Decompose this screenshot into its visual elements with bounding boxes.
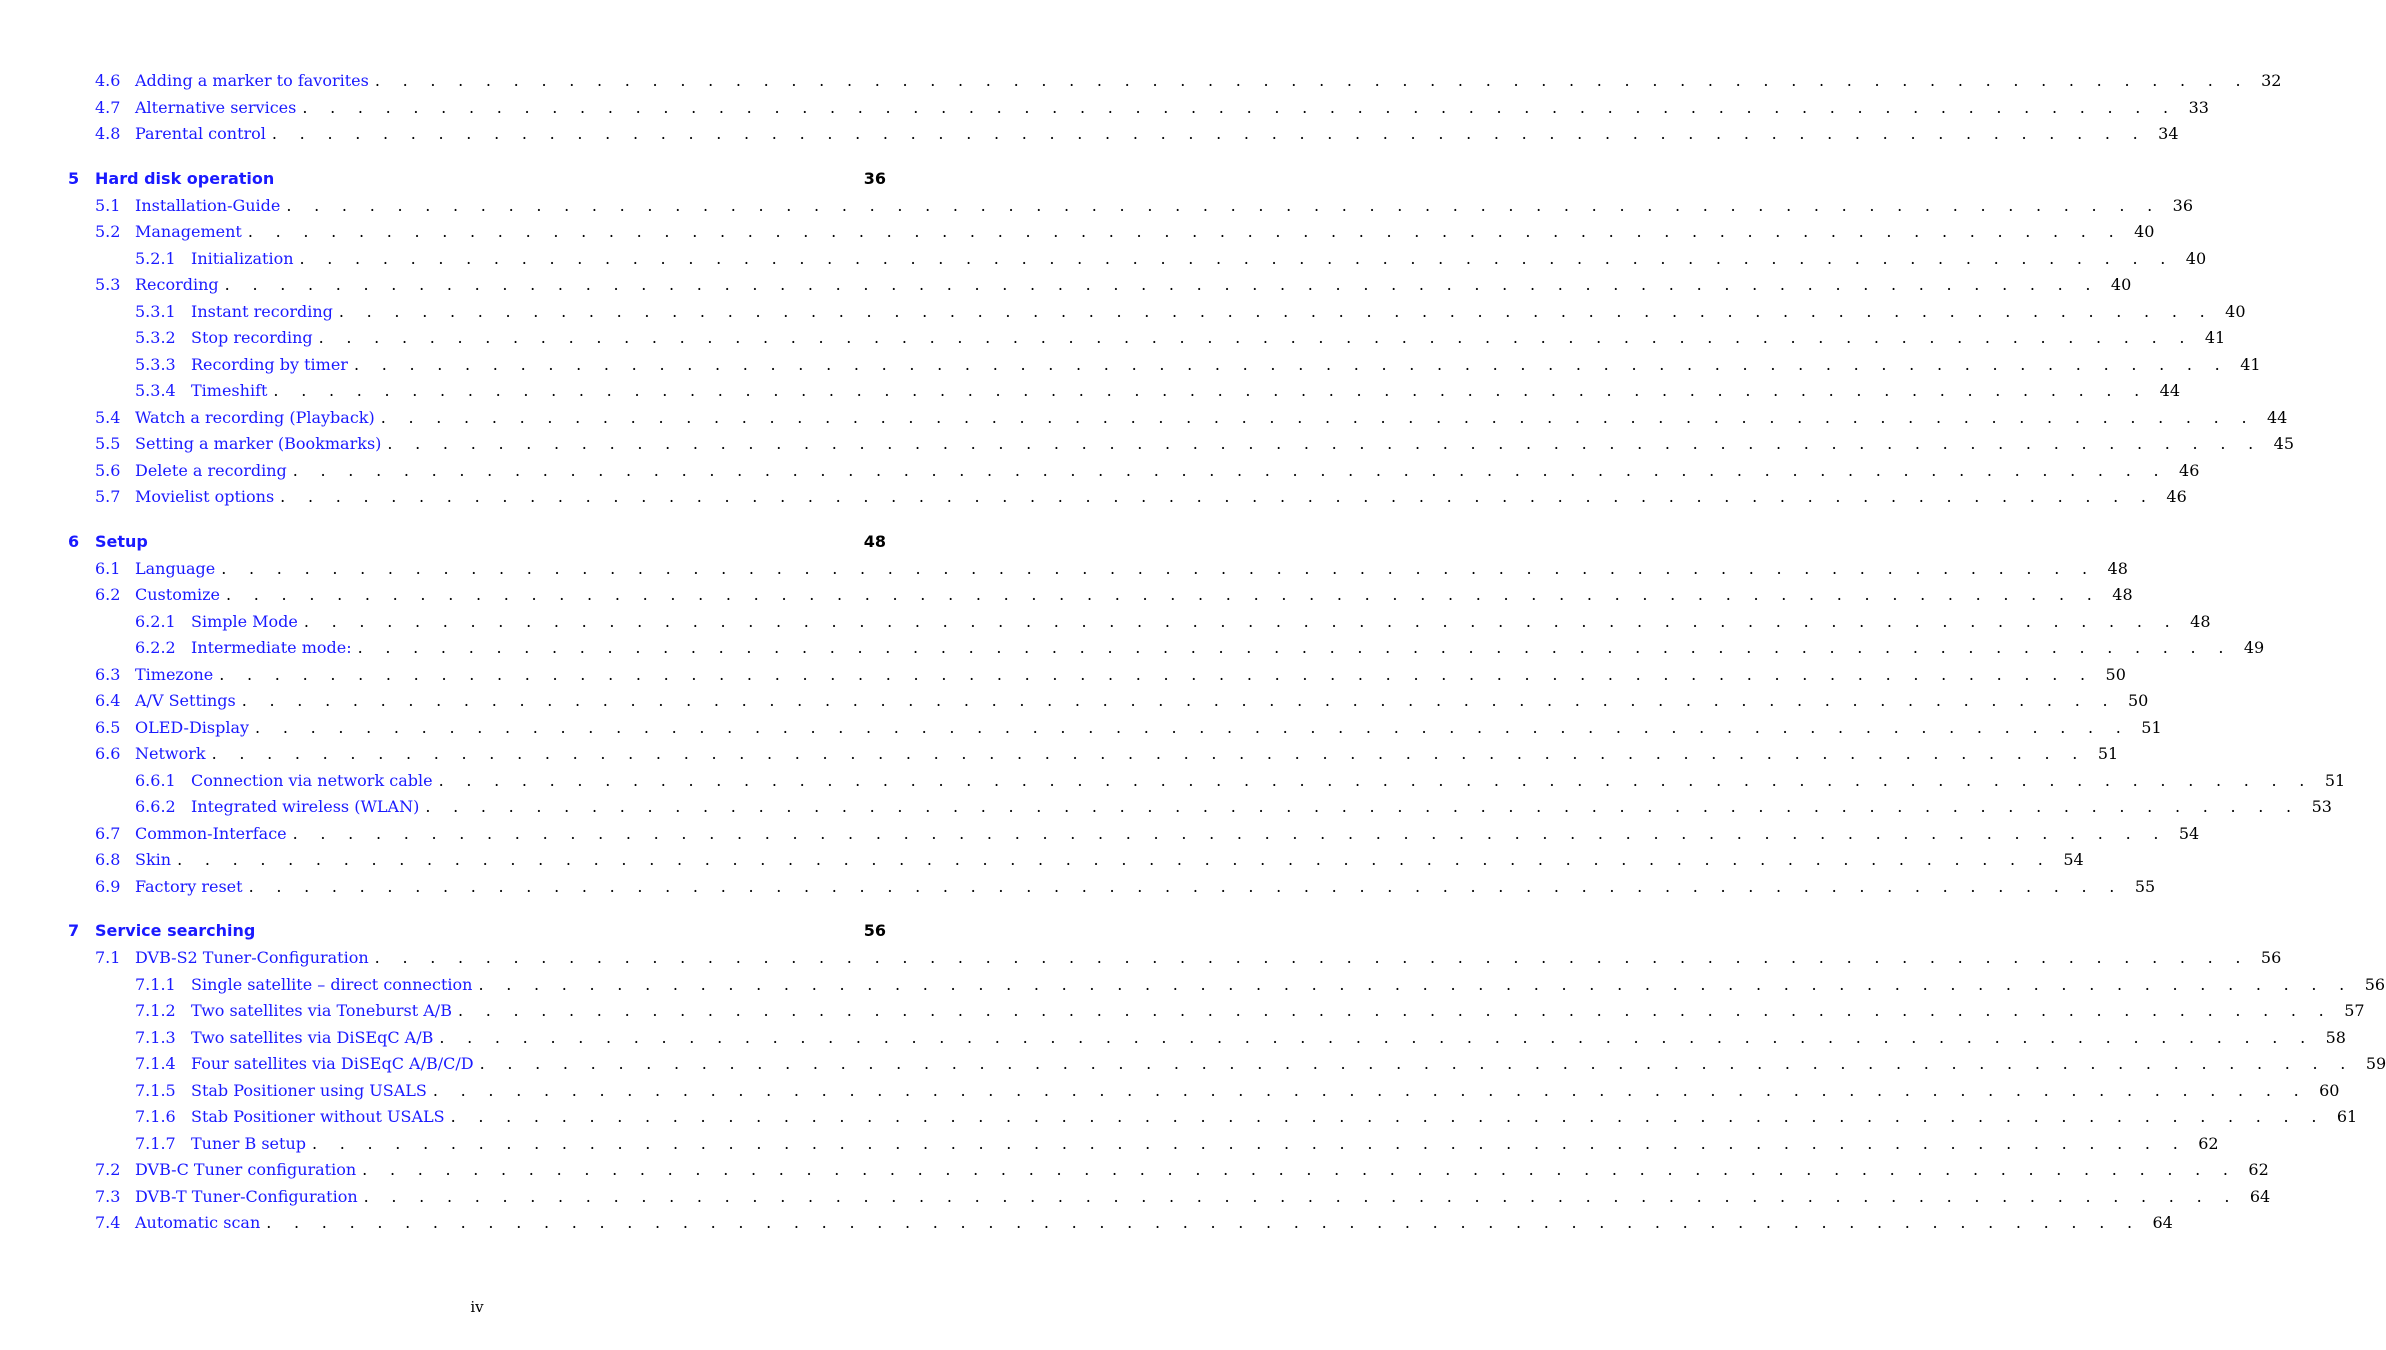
toc-entry-7.1.7[interactable] [0, 1131, 2219, 1158]
toc-entry-title[interactable]: Stab Positioner using USALS [191, 1080, 427, 1100]
toc-entry-page: 56 [2260, 948, 2282, 967]
toc-entry-title[interactable]: Watch a recording (Playback) [135, 407, 375, 427]
toc-entry-page: 54 [2063, 850, 2084, 869]
toc-entry-number: 7.1 [95, 948, 121, 967]
toc-entry-number: 5.4 [95, 407, 121, 427]
toc-entry-page: 41 [2240, 354, 2261, 374]
toc-entry-6.3[interactable] [0, 662, 2126, 689]
toc-entry-page: 34 [2158, 124, 2179, 143]
toc-entry-7.3[interactable] [0, 1184, 2271, 1211]
toc-entry-6.9[interactable] [0, 874, 2156, 901]
toc-entry-title[interactable]: Stab Positioner without USALS [191, 1107, 445, 1126]
toc-leader-dots: . . . . . . . . . . . . . . . . . . . . . . . . . . . . . . . . . . . . . . . . . . . . . . . . . . . . . . . . . . . . . . . . . . . . [439, 1027, 2314, 1047]
toc-entry-number: 5.3.1 [135, 301, 176, 321]
toc-leader-dots: . . . . . . . . . . . . . . . . . . . . . . . . . . . . . . . . . . . . . . . . . . . . . . . . . . . . . . . . . . . . . . . . . . . . [432, 1080, 2308, 1100]
toc-entry-number: 6.6.2 [135, 797, 176, 816]
toc-entry-title[interactable]: Automatic scan [135, 1213, 261, 1232]
page-number: iv [470, 1298, 484, 1316]
toc-entry-number: 7.2 [95, 1160, 121, 1179]
toc-leader-dots: . . . . . . . . . . . . . . . . . . . . . . . . . . . . . . . . . . . . . . . . . . . . . . . . . . . . . . . . . . . . . . . . . . . . [362, 1160, 2237, 1179]
toc-entry-page: 40 [2185, 248, 2207, 268]
toc-entry-title[interactable]: Recording [135, 275, 219, 294]
toc-chapter-title[interactable]: Hard disk operation [95, 168, 275, 188]
toc-entry-title[interactable]: Stop recording [191, 328, 313, 347]
toc-entry-page: 41 [2204, 328, 2226, 347]
toc-entry-page: 54 [2178, 823, 2200, 843]
toc-entry-page: 57 [2344, 1001, 2365, 1020]
toc-entry-5.1[interactable] [0, 193, 2193, 220]
toc-entry-page: 62 [2248, 1160, 2269, 1179]
toc-entry-page: 60 [2319, 1080, 2340, 1100]
toc-entry-7.1.6[interactable] [0, 1104, 2358, 1131]
toc-entry-page: 64 [2152, 1213, 2173, 1232]
toc-entry-4.6[interactable] [0, 68, 2282, 95]
toc-entry-number: 5.2.1 [135, 248, 176, 268]
toc-entry-number: 6.6 [95, 744, 121, 763]
toc-entry-number: 7.1.1 [135, 974, 176, 994]
toc-entry-5.2.1[interactable] [0, 246, 2207, 273]
toc-entry-page: 36 [2172, 195, 2193, 215]
toc-leader-dots: . . . . . . . . . . . . . . . . . . . . . . . . . . . . . . . . . . . . . . . . . . . . . . . . . . . . . . . . . . . . . . . . . . . . [478, 974, 2354, 994]
toc-entry-page: 62 [2198, 1133, 2219, 1153]
toc-entry-title[interactable]: OLED-Display [135, 717, 250, 737]
toc-entry-number: 7.1.6 [135, 1107, 176, 1126]
toc-entry-7.1[interactable] [0, 945, 2282, 972]
toc-entry-title[interactable]: Management [135, 222, 242, 241]
toc-entry-title[interactable]: DVB-C Tuner configuration [135, 1160, 357, 1179]
toc-entry-number: 6.7 [95, 823, 121, 843]
toc-entry-page: 40 [2225, 301, 2246, 321]
toc-entry-page: 48 [2107, 558, 2128, 578]
toc-leader-dots: . . . . . . . . . . . . . . . . . . . . . . . . . . . . . . . . . . . . . . . . . . . . . . . . . . . . . . . . . . . . . . . . . . . . [438, 770, 2314, 790]
toc-entry-7.4[interactable] [0, 1210, 2173, 1237]
toc-entry-page: 32 [2261, 71, 2282, 90]
toc-entry-page: 48 [2190, 611, 2211, 631]
toc-entry-6.8[interactable] [0, 847, 2084, 874]
toc-entry-number: 5.3 [95, 275, 121, 294]
toc-entry-title[interactable]: Initialization [191, 248, 294, 268]
toc-leader-dots: . . . . . . . . . . . . . . . . . . . . . . . . . . . . . . . . . . . . . . . . . . . . . . . . . . . . . . . . . . . . . . . . . . . . [271, 124, 2147, 143]
toc-leader-dots: . . . . . . . . . . . . . . . . . . . . . . . . . . . . . . . . . . . . . . . . . . . . . . . . . . . . . . . . . . . . . . . . . . . . [292, 823, 2168, 843]
toc-entry-title[interactable]: Language [135, 558, 216, 578]
toc-chapter-5[interactable] [0, 165, 954, 193]
toc-entry-page: 61 [2336, 1107, 2358, 1126]
toc-leader-dots: . . . . . . . . . . . . . . . . . . . . . . . . . . . . . . . . . . . . . . . . . . . . . . . . . . . . . . . . . . . . . . . . . . . . [353, 354, 2229, 374]
toc-entry-page: 33 [2188, 97, 2209, 117]
toc-entry-4.7[interactable] [0, 95, 2209, 122]
toc-entry-6.1[interactable] [0, 556, 2128, 583]
toc-entry-5.3.1[interactable] [0, 299, 2246, 326]
toc-entry-6.2.2[interactable] [0, 635, 2265, 662]
toc-entry-page: 51 [2141, 717, 2162, 737]
toc-entry-5.3.3[interactable] [0, 352, 2261, 379]
toc-entry-number: 5.7 [95, 487, 121, 506]
toc-entry-5.3.4[interactable] [0, 378, 2181, 405]
toc-leader-dots: . . . . . . . . . . . . . . . . . . . . . . . . . . . . . . . . . . . . . . . . . . . . . . . . . . . . . . . . . . . . . . . . . . . . [255, 717, 2130, 737]
toc-chapter-number: 7 [68, 921, 80, 940]
toc-entry-page: 46 [2179, 460, 2200, 480]
toc-entry-title[interactable]: A/V Settings [135, 691, 236, 710]
toc-leader-dots: . . . . . . . . . . . . . . . . . . . . . . . . . . . . . . . . . . . . . . . . . . . . . . . . . . . . . . . . . . . . . . . . . . . . [303, 611, 2179, 631]
toc-entry-page: 55 [2134, 876, 2156, 896]
toc-leader-dots: . . . . . . . . . . . . . . . . . . . . . . . . . . . . . . . . . . . . . . . . . . . . . . . . . . . . . . . . . . . . . . . . . . . . [224, 275, 2100, 294]
toc-entry-title[interactable]: Alternative services [135, 97, 297, 117]
toc-entry-number: 5.3.3 [135, 354, 176, 374]
toc-leader-dots: . . . . . . . . . . . . . . . . . . . . . . . . . . . . . . . . . . . . . . . . . . . . . . . . . . . . . . . . . . . . . . . . . . . . [247, 222, 2123, 241]
toc-chapter-page: 48 [863, 531, 886, 551]
toc-entry-7.1.3[interactable] [0, 1025, 2346, 1052]
toc-entry-number: 6.9 [95, 876, 121, 896]
toc-leader-dots: . . . . . . . . . . . . . . . . . . . . . . . . . . . . . . . . . . . . . . . . . . . . . . . . . . . . . . . . . . . . . . . . . . . . [273, 381, 2149, 400]
toc-entry-page: 45 [2273, 434, 2294, 453]
toc-leader-dots: . . . . . . . . . . . . . . . . . . . . . . . . . . . . . . . . . . . . . . . . . . . . . . . . . . . . . . . . . . . . . . . . . . . . [280, 487, 2155, 506]
toc-entry-title[interactable]: Two satellites via DiSEqC A/B [191, 1027, 434, 1047]
toc-entry-title[interactable]: Simple Mode [191, 611, 298, 631]
toc-entry-number: 4.6 [95, 71, 121, 90]
toc-leader-dots: . . . . . . . . . . . . . . . . . . . . . . . . . . . . . . . . . . . . . . . . . . . . . . . . . . . . . . . . . . . . . . . . . . . . [266, 1213, 2141, 1232]
toc-entry-page: 51 [2097, 744, 2119, 763]
toc-entry-page: 50 [2128, 691, 2149, 710]
toc-leader-dots: . . . . . . . . . . . . . . . . . . . . . . . . . . . . . . . . . . . . . . . . . . . . . . . . . . . . . . . . . . . . . . . . . . . . [425, 797, 2300, 816]
toc-entry-5.2[interactable] [0, 219, 2155, 246]
toc-entry-title[interactable]: DVB-T Tuner-Configuration [135, 1186, 358, 1206]
toc-entry-page: 59 [2365, 1054, 2386, 1073]
toc-entry-5.6[interactable] [0, 458, 2200, 485]
toc-entry-title[interactable]: Two satellites via Toneburst A/B [191, 1001, 452, 1020]
toc-leader-dots: . . . . . . . . . . . . . . . . . . . . . . . . . . . . . . . . . . . . . . . . . . . . . . . . . . . . . . . . . . . . . . . . . . . . [299, 248, 2175, 268]
toc-entry-6.2.1[interactable] [0, 609, 2211, 636]
toc-entry-number: 7.1.2 [135, 1001, 176, 1020]
toc-entry-page: 64 [2249, 1186, 2271, 1206]
toc-entry-7.1.5[interactable] [0, 1078, 2340, 1105]
toc-leader-dots: . . . . . . . . . . . . . . . . . . . . . . . . . . . . . . . . . . . . . . . . . . . . . . . . . . . . . . . . . . . . . . . . . . . . [241, 691, 2117, 710]
toc-entry-number: 6.4 [95, 691, 121, 710]
toc-chapter-6[interactable] [0, 528, 954, 556]
toc-entry-7.1.1[interactable] [0, 972, 2386, 999]
toc-entry-title[interactable]: Timeshift [191, 381, 268, 400]
toc-entry-title[interactable]: Timezone [135, 664, 214, 684]
toc-entry-number: 7.3 [95, 1186, 121, 1206]
toc-entry-page: 56 [2364, 974, 2386, 994]
toc-entry-number: 5.3.2 [135, 328, 176, 347]
toc-leader-dots: . . . . . . . . . . . . . . . . . . . . . . . . . . . . . . . . . . . . . . . . . . . . . . . . . . . . . . . . . . . . . . . . . . . . [219, 664, 2094, 684]
toc-chapter-title[interactable]: Service searching [95, 921, 256, 940]
toc-entry-number: 6.2.1 [135, 611, 176, 631]
toc-entry-page: 58 [2325, 1027, 2346, 1047]
toc-entry-number: 5.1 [95, 195, 121, 215]
toc-leader-dots: . . . . . . . . . . . . . . . . . . . . . . . . . . . . . . . . . . . . . . . . . . . . . . . . . . . . . . . . . . . . . . . . . . . . [286, 195, 2161, 215]
toc-entry-6.7[interactable] [0, 821, 2200, 848]
toc-entry-7.1.2[interactable] [0, 998, 2365, 1025]
toc-entry-7.1.4[interactable] [0, 1051, 2386, 1078]
toc-entry-title[interactable]: Skin [135, 850, 172, 869]
toc-entry-page: 51 [2324, 770, 2346, 790]
toc-entry-title[interactable]: Recording by timer [191, 354, 348, 374]
toc-leader-dots: . . . . . . . . . . . . . . . . . . . . . . . . . . . . . . . . . . . . . . . . . . . . . . . . . . . . . . . . . . . . . . . . . . . . [380, 407, 2256, 427]
toc-entry-6.4[interactable] [0, 688, 2149, 715]
toc-leader-dots: . . . . . . . . . . . . . . . . . . . . . . . . . . . . . . . . . . . . . . . . . . . . . . . . . . . . . . . . . . . . . . . . . . . . [177, 850, 2052, 869]
toc-leader-dots: . . . . . . . . . . . . . . . . . . . . . . . . . . . . . . . . . . . . . . . . . . . . . . . . . . . . . . . . . . . . . . . . . . . . [479, 1054, 2355, 1073]
toc-entry-number: 6.1 [95, 558, 121, 578]
toc-entry-title[interactable]: Single satellite – direct connection [191, 974, 473, 994]
toc-entry-title[interactable]: Connection via network cable [191, 770, 433, 790]
toc-entry-6.6.2[interactable] [0, 794, 2332, 821]
toc-entry-title[interactable]: Common-Interface [135, 823, 287, 843]
toc-leader-dots: . . . . . . . . . . . . . . . . . . . . . . . . . . . . . . . . . . . . . . . . . . . . . . . . . . . . . . . . . . . . . . . . . . . . [221, 558, 2096, 578]
toc-entry-title[interactable]: Network [135, 744, 206, 763]
toc-leader-dots: . . . . . . . . . . . . . . . . . . . . . . . . . . . . . . . . . . . . . . . . . . . . . . . . . . . . . . . . . . . . . . . . . . . . [292, 460, 2168, 480]
toc-entry-number: 7.4 [95, 1213, 121, 1232]
toc-entry-title[interactable]: Installation-Guide [135, 195, 281, 215]
toc-entry-7.2[interactable] [0, 1157, 2269, 1184]
toc-entry-number: 5.6 [95, 460, 121, 480]
toc-entry-number: 4.8 [95, 124, 121, 143]
toc-leader-dots: . . . . . . . . . . . . . . . . . . . . . . . . . . . . . . . . . . . . . . . . . . . . . . . . . . . . . . . . . . . . . . . . . . . . [374, 71, 2250, 90]
toc-leader-dots: . . . . . . . . . . . . . . . . . . . . . . . . . . . . . . . . . . . . . . . . . . . . . . . . . . . . . . . . . . . . . . . . . . . . [226, 585, 2101, 604]
toc-entry-title[interactable]: Tuner B setup [191, 1133, 306, 1153]
toc-entry-number: 6.3 [95, 664, 121, 684]
toc-chapter-page: 56 [863, 921, 886, 940]
toc-entry-6.2[interactable] [0, 582, 2133, 609]
toc-entry-page: 49 [2243, 638, 2265, 657]
toc-entry-number: 4.7 [95, 97, 121, 117]
toc-leader-dots: . . . . . . . . . . . . . . . . . . . . . . . . . . . . . . . . . . . . . . . . . . . . . . . . . . . . . . . . . . . . . . . . . . . . [457, 1001, 2333, 1020]
toc-entry-number: 7.1.5 [135, 1080, 176, 1100]
toc-entry-5.7[interactable] [0, 484, 2187, 511]
toc-entry-title[interactable]: Setting a marker (Bookmarks) [135, 434, 382, 453]
toc-entry-title[interactable]: Factory reset [135, 876, 243, 896]
toc-entry-number: 6.8 [95, 850, 121, 869]
toc-chapter-7[interactable] [0, 917, 954, 945]
toc-entry-title[interactable]: Parental control [135, 124, 266, 143]
toc-entry-number: 7.1.4 [135, 1054, 176, 1073]
toc-leader-dots: . . . . . . . . . . . . . . . . . . . . . . . . . . . . . . . . . . . . . . . . . . . . . . . . . . . . . . . . . . . . . . . . . . . . [338, 301, 2214, 321]
toc-leader-dots: . . . . . . . . . . . . . . . . . . . . . . . . . . . . . . . . . . . . . . . . . . . . . . . . . . . . . . . . . . . . . . . . . . . . [387, 434, 2262, 453]
toc-entry-number: 6.2 [95, 585, 121, 604]
table-of-contents [0, 68, 2386, 1237]
toc-entry-title[interactable]: DVB-S2 Tuner-Configuration [135, 948, 369, 967]
toc-chapter-number: 5 [68, 168, 80, 188]
toc-chapter-page: 36 [863, 168, 886, 188]
toc-entry-number: 5.3.4 [135, 381, 176, 400]
toc-leader-dots: . . . . . . . . . . . . . . . . . . . . . . . . . . . . . . . . . . . . . . . . . . . . . . . . . . . . . . . . . . . . . . . . . . . . [311, 1133, 2187, 1153]
toc-leader-dots: . . . . . . . . . . . . . . . . . . . . . . . . . . . . . . . . . . . . . . . . . . . . . . . . . . . . . . . . . . . . . . . . . . . . [302, 97, 2177, 117]
toc-entry-page: 53 [2311, 797, 2332, 816]
toc-leader-dots: . . . . . . . . . . . . . . . . . . . . . . . . . . . . . . . . . . . . . . . . . . . . . . . . . . . . . . . . . . . . . . . . . . . . [318, 328, 2194, 347]
toc-entry-number: 6.2.2 [135, 638, 176, 657]
toc-entry-5.3[interactable] [0, 272, 2132, 299]
toc-leader-dots: . . . . . . . . . . . . . . . . . . . . . . . . . . . . . . . . . . . . . . . . . . . . . . . . . . . . . . . . . . . . . . . . . . . . [248, 876, 2124, 896]
toc-entry-page: 44 [2159, 381, 2181, 400]
toc-entry-6.5[interactable] [0, 715, 2162, 742]
toc-entry-title[interactable]: Movielist options [135, 487, 275, 506]
toc-entry-number: 6.5 [95, 717, 121, 737]
toc-entry-page: 44 [2266, 407, 2288, 427]
toc-leader-dots: . . . . . . . . . . . . . . . . . . . . . . . . . . . . . . . . . . . . . . . . . . . . . . . . . . . . . . . . . . . . . . . . . . . . [211, 744, 2087, 763]
toc-entry-6.6.1[interactable] [0, 768, 2346, 795]
toc-entry-page: 40 [2110, 275, 2132, 294]
toc-entry-5.4[interactable] [0, 405, 2288, 432]
toc-entry-title[interactable]: Adding a marker to favorites [135, 71, 369, 90]
toc-entry-5.5[interactable] [0, 431, 2294, 458]
toc-entry-page: 40 [2134, 222, 2155, 241]
toc-entry-page: 50 [2105, 664, 2126, 684]
toc-chapter-title[interactable]: Setup [95, 531, 148, 551]
toc-entry-title[interactable]: Four satellites via DiSEqC A/B/C/D [191, 1054, 474, 1073]
toc-leader-dots: . . . . . . . . . . . . . . . . . . . . . . . . . . . . . . . . . . . . . . . . . . . . . . . . . . . . . . . . . . . . . . . . . . . . [357, 638, 2233, 657]
toc-leader-dots: . . . . . . . . . . . . . . . . . . . . . . . . . . . . . . . . . . . . . . . . . . . . . . . . . . . . . . . . . . . . . . . . . . . . [450, 1107, 2326, 1126]
toc-entry-6.6[interactable] [0, 741, 2119, 768]
toc-entry-number: 6.6.1 [135, 770, 176, 790]
toc-entry-page: 48 [2112, 585, 2133, 604]
toc-leader-dots: . . . . . . . . . . . . . . . . . . . . . . . . . . . . . . . . . . . . . . . . . . . . . . . . . . . . . . . . . . . . . . . . . . . . [374, 948, 2250, 967]
toc-entry-title[interactable]: Intermediate mode: [191, 638, 352, 657]
toc-leader-dots: . . . . . . . . . . . . . . . . . . . . . . . . . . . . . . . . . . . . . . . . . . . . . . . . . . . . . . . . . . . . . . . . . . . . [363, 1186, 2239, 1206]
toc-entry-page: 46 [2166, 487, 2187, 506]
toc-entry-number: 7.1.7 [135, 1133, 176, 1153]
toc-entry-number: 5.2 [95, 222, 121, 241]
toc-entry-number: 5.5 [95, 434, 121, 453]
toc-entry-title[interactable]: Delete a recording [135, 460, 287, 480]
toc-entry-number: 7.1.3 [135, 1027, 176, 1047]
toc-entry-title[interactable]: Instant recording [191, 301, 333, 321]
toc-entry-5.3.2[interactable] [0, 325, 2226, 352]
toc-chapter-number: 6 [68, 531, 80, 551]
toc-entry-title[interactable]: Customize [135, 585, 221, 604]
toc-entry-4.8[interactable] [0, 121, 2179, 148]
toc-entry-title[interactable]: Integrated wireless (WLAN) [191, 797, 420, 816]
